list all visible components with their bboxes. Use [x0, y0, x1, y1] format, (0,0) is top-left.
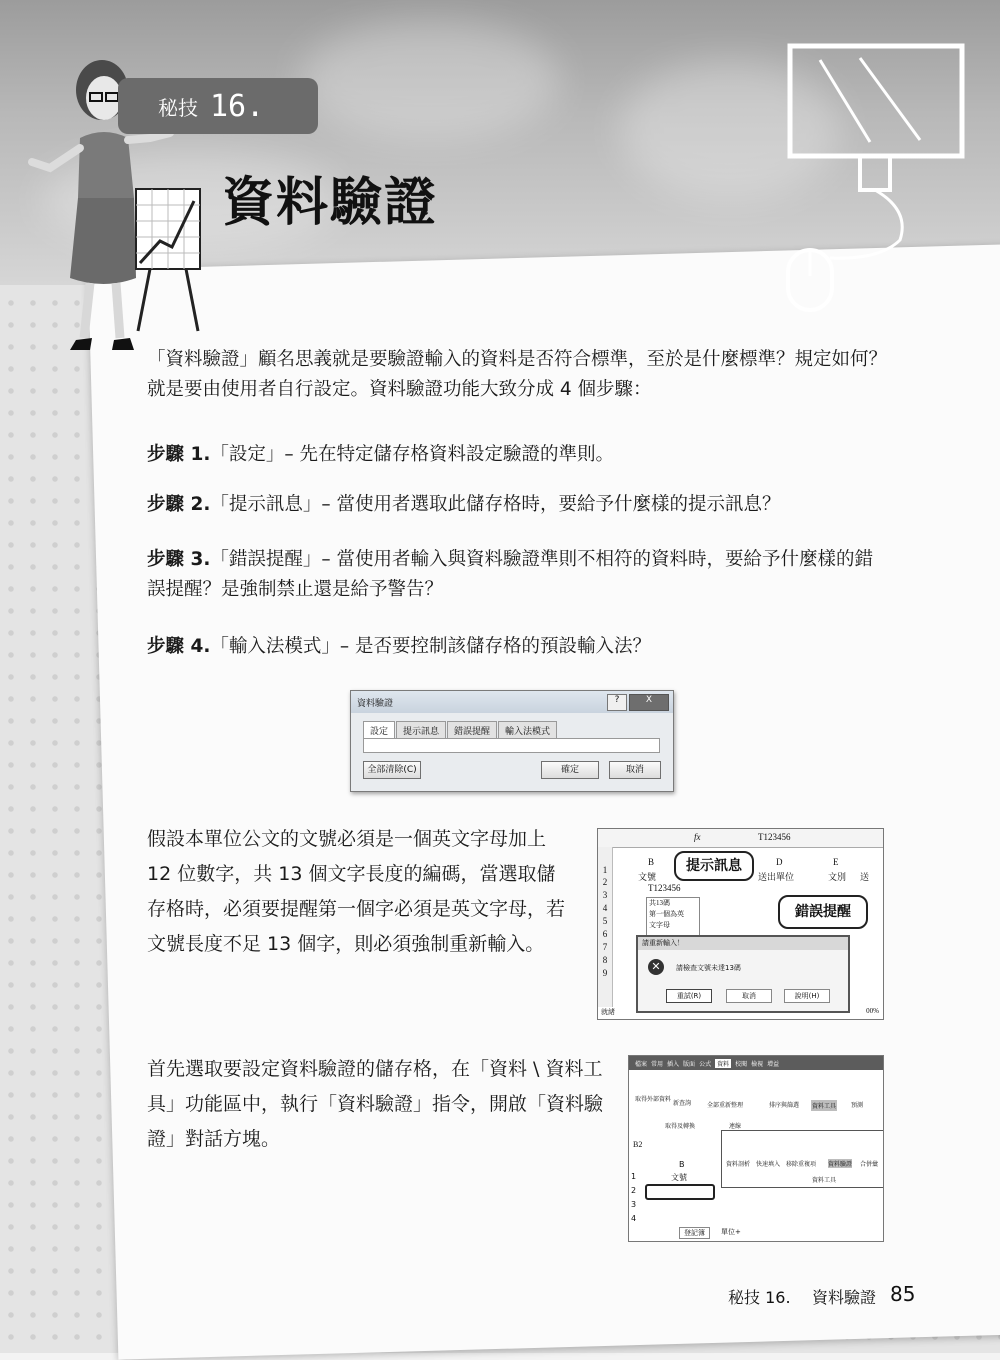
- ribbon-tab-layout[interactable]: 版面: [683, 1060, 696, 1068]
- close-button[interactable]: X: [629, 694, 669, 711]
- header-cell: 文號: [671, 1173, 687, 1182]
- group-refresh-all[interactable]: 全部重新整理: [707, 1102, 744, 1109]
- ribbon-tabs: [629, 1056, 883, 1070]
- tip-badge: [118, 78, 318, 134]
- group-forecast[interactable]: 預測: [851, 1102, 864, 1109]
- ribbon-tab-home[interactable]: 常用: [651, 1060, 664, 1068]
- instructions-text: 首先選取要設定資料驗證的儲存格，在「資料 \ 資料工具」功能區中，執行「資料驗證」指令，開啟「資料驗證」對話方塊。: [147, 1058, 604, 1151]
- tool-text-to-columns[interactable]: 資料剖析: [726, 1161, 751, 1168]
- tool-flash-fill[interactable]: 快速填入: [756, 1161, 781, 1168]
- tip-number: 16.: [210, 88, 265, 124]
- intro-text: 「資料驗證」顧名思義就是要驗證輸入的資料是否符合標準，至於是什麼標準？規定如何？就是要由使用者自行設定。資料驗證功能大致分成 4 個步驟：: [147, 349, 888, 400]
- selected-cell[interactable]: T123456: [648, 883, 681, 893]
- step-3: [147, 545, 887, 604]
- column-header-e: E: [833, 857, 839, 867]
- header-cell: 文號: [638, 872, 657, 882]
- clear-all-button[interactable]: 全部清除(C): [363, 761, 421, 779]
- ribbon-tab-file[interactable]: 檔案: [635, 1060, 648, 1068]
- hint-line: 第一個為英: [649, 910, 684, 918]
- help-button[interactable]: 說明(H): [784, 989, 830, 1003]
- zoom-level: 00%: [866, 1007, 879, 1015]
- tool-consolidate[interactable]: 合併彙: [860, 1161, 879, 1168]
- data-tools-label: 資料工具: [812, 1177, 837, 1184]
- sheet-tab[interactable]: 登記簿: [679, 1227, 710, 1239]
- error-alert-dialog: [636, 935, 850, 1013]
- group-label: 取得及轉換: [665, 1123, 696, 1130]
- input-message-tooltip: [646, 897, 700, 937]
- page-title: 資料驗證: [222, 172, 439, 233]
- group-sort-filter[interactable]: 排序與篩選: [769, 1102, 800, 1109]
- fx-icon: fx: [694, 832, 701, 842]
- page-number: 85: [890, 1282, 916, 1306]
- monitor-mouse-icon: [770, 30, 990, 320]
- retry-button[interactable]: 重試(R): [666, 989, 712, 1003]
- screenshot-validation-demo: [597, 828, 884, 1020]
- row-header: 1: [631, 1172, 637, 1181]
- sheet-tab[interactable]: 單位+: [721, 1228, 741, 1236]
- callout-input-message: 提示訊息: [674, 851, 754, 881]
- formula-bar: [598, 829, 883, 848]
- step-text: 「錯誤提醒」– 當使用者輸入與資料驗證準則不相符的資料時，要給予什麼樣的錯誤提醒？是強制禁止還是給予警告？: [147, 549, 873, 600]
- column-header-b: B: [679, 1160, 685, 1169]
- tip-label: 秘技: [158, 95, 198, 120]
- data-tools-panel: [721, 1130, 884, 1188]
- dialog-body: [363, 738, 660, 753]
- example-paragraph: [147, 822, 572, 963]
- ribbon-tab-insert[interactable]: 插入: [667, 1060, 680, 1068]
- ribbon-tab-data[interactable]: 資料: [717, 1060, 730, 1068]
- dialog-titlebar: [351, 691, 673, 713]
- error-message: 請檢查文號未達13碼: [676, 964, 741, 972]
- help-button[interactable]: ?: [607, 694, 627, 711]
- cancel-button[interactable]: 取消: [609, 761, 661, 779]
- tab-input-message[interactable]: 提示訊息: [396, 721, 446, 740]
- row-header: 3: [602, 890, 608, 900]
- ribbon-tab-addins[interactable]: 增益: [767, 1060, 780, 1068]
- group-data-tools[interactable]: 資料工具: [811, 1100, 837, 1111]
- status-text: 就緒: [601, 1008, 615, 1016]
- group-external-data[interactable]: 取得外部資料: [635, 1096, 672, 1103]
- row-header: 6: [602, 929, 608, 939]
- tool-data-validation[interactable]: 資料驗證: [828, 1161, 853, 1168]
- step-label: 步驟 4.: [147, 636, 211, 657]
- column-header-b: B: [648, 857, 655, 867]
- row-header: 7: [602, 942, 608, 952]
- error-x-icon: ✕: [648, 959, 664, 975]
- row-header: 8: [602, 955, 608, 965]
- step-text: 「輸入法模式」– 是否要控制該儲存格的預設輸入法？: [210, 636, 651, 657]
- group-new-query[interactable]: 新查詢: [673, 1100, 692, 1107]
- group-label: 連線: [729, 1123, 742, 1130]
- step-4: [147, 632, 887, 662]
- selected-cell-b2[interactable]: [645, 1184, 715, 1200]
- tab-settings[interactable]: 設定: [363, 721, 395, 740]
- hint-line: 文字母: [649, 921, 670, 929]
- data-validation-dialog: [350, 690, 674, 792]
- step-2: [147, 490, 887, 520]
- tab-ime-mode[interactable]: 輸入法模式: [498, 721, 557, 740]
- row-header: 2: [631, 1186, 637, 1195]
- footer-tip-label: 秘技 16.: [728, 1288, 791, 1307]
- column-header-d: D: [776, 857, 783, 867]
- step-text: 「設定」– 先在特定儲存格資料設定驗證的準則。: [210, 444, 614, 465]
- step-text: 「提示訊息」– 當使用者選取此儲存格時，要給予什麼樣的提示訊息？: [210, 494, 781, 515]
- cancel-button[interactable]: 取消: [726, 989, 772, 1003]
- row-header: 3: [631, 1200, 637, 1209]
- formula-value[interactable]: T123456: [758, 832, 791, 842]
- step-1: [147, 440, 887, 470]
- ribbon-tab-review[interactable]: 校閱: [735, 1060, 748, 1068]
- dialog-title: 資料驗證: [357, 699, 394, 709]
- row-headers: [598, 847, 613, 1007]
- header-cell: 送: [860, 872, 870, 882]
- hint-line: 共13碼: [649, 899, 670, 907]
- footer-title: 資料驗證: [812, 1288, 877, 1307]
- row-header: 4: [602, 903, 608, 913]
- instructions-paragraph: [147, 1052, 607, 1157]
- row-header: 2: [602, 877, 608, 887]
- row-header: 1: [602, 865, 608, 875]
- ribbon-tab-formulas[interactable]: 公式: [699, 1060, 712, 1068]
- chart-easel-icon: [130, 185, 210, 335]
- header-cell: 文別: [828, 872, 847, 882]
- row-header: 4: [631, 1214, 637, 1223]
- header-cell: 送出單位: [758, 872, 795, 882]
- example-text: 假設本單位公文的文號必須是一個英文字母加上 12 位數字，共 13 個文字長度的編碼，當選取儲存格時，必須要提醒第一個字必須是英文字母，若文號長度不足 13 個字，則必須強制重新輸入。: [147, 828, 566, 956]
- error-title: 請重新輸入！: [638, 937, 848, 950]
- name-box[interactable]: B2: [633, 1140, 643, 1149]
- step-label: 步驟 2.: [147, 494, 211, 515]
- ribbon-tab-view[interactable]: 檢視: [751, 1060, 764, 1068]
- row-header: 9: [602, 968, 608, 978]
- ok-button[interactable]: 確定: [541, 761, 599, 779]
- step-label: 步驟 1.: [147, 444, 211, 465]
- step-label: 步驟 3.: [147, 549, 211, 570]
- tab-error-alert[interactable]: 錯誤提醒: [447, 721, 497, 740]
- footer-tip: [728, 1285, 791, 1308]
- tool-remove-duplicates[interactable]: 移除重複項: [786, 1161, 817, 1168]
- callout-error-alert: 錯誤提醒: [778, 895, 868, 929]
- screenshot-ribbon: [628, 1055, 884, 1242]
- row-header: 5: [602, 916, 608, 926]
- intro-paragraph: [147, 345, 887, 404]
